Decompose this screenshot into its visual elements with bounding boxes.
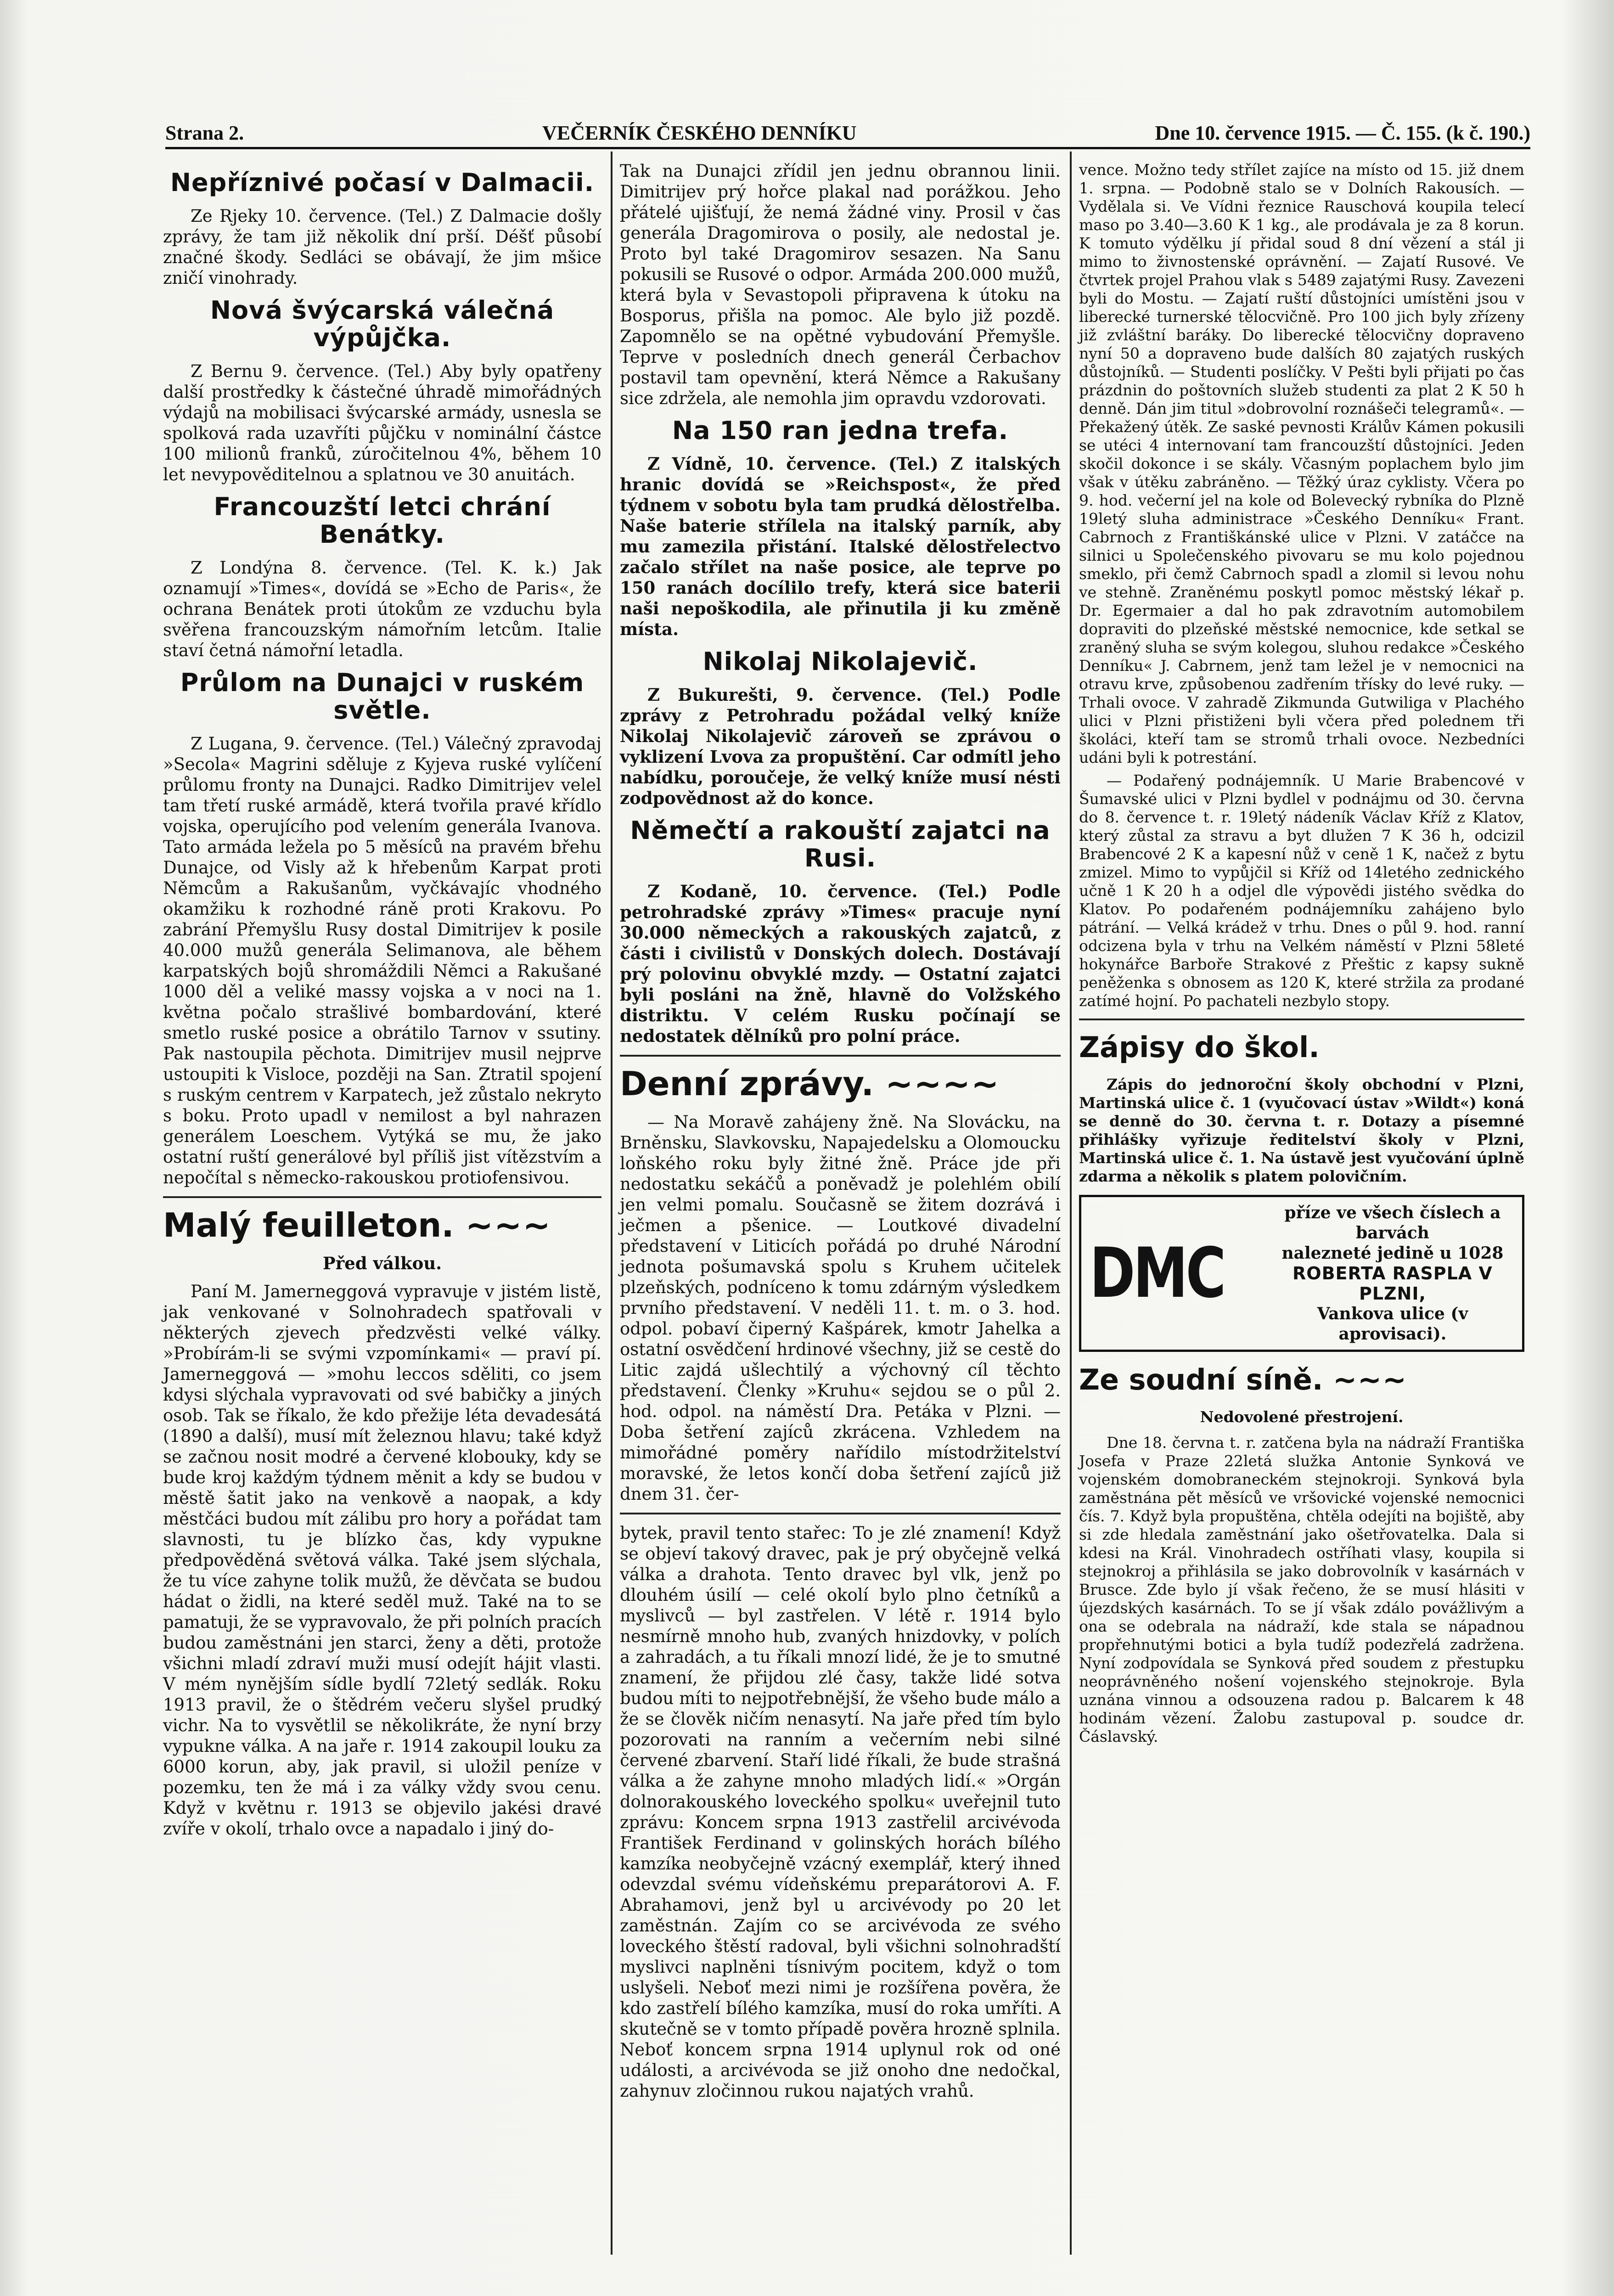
column-divider-2 (1070, 152, 1072, 2255)
feuilleton-title: Malý feuilleton. (163, 1206, 454, 1244)
ornament: ~~~ (465, 1206, 551, 1244)
ad-line: nalezneté jedině u 1028 (1281, 1244, 1504, 1263)
column-3 (1079, 161, 1524, 1750)
feuilleton-continued: bytek, pravil tento stařec: To je zlé znamení! Když se objeví takový dravec, pak je prý obyčejně velká válka a drahota. Tento dravec byl vlk, jenž po dlouhém úsilí — celé okolí bylo plno četníků a myslivců — byl zastřelen. V létě r. 1914 bylo nesmírně mnoho hub, zvaných hnizdovky, v polích a zahradách, a tu říkali mnozí lidé, že je to smutné znamení, že přijdou zlé časy, takže lidé sotva budou míti to nejpotřebnější, že všeho bude málo a že se člověk ničím nenasytí. Na jaře před tím bylo pozorovati na ranním a večerním nebi silné červené zbarvení. Staří lidé říkali, že bude strašná válka a že zahyne mnoho mladých lidí.« »Orgán dolnorakouského loveckého spolku« uveřejnil tuto zprávu: Koncem srpna 1913 zastřelil arcivévoda František Ferdinand v golinských horách bílého kamzíka neobyčejně vzácný exemplář, který ihned odevzdal svému vídeňskému preparátorovi A. F. Abrahamovi, jenž byl u arcivévody po 20 let zaměstnán. Zajím co se arcivévoda ze svého loveckého štěstí radoval, byli všichni solnohradští myslivci naplněni tísnivým pocitem, když o tom uslyšeli. Neboť mezi nimi je rozšířena pověra, že kdo zastřelí bílého kamzíka, musí do roka umříti. A skutečně se v tomto případě pověra hrozně splnila. Neboť koncem srpna 1914 uplynul rok od oné události, a arcivévoda se již onoho dne nedočkal, zahynuv zločinnou rukou najatých vrahů. (620, 1523, 1061, 2101)
article-text: Tak na Dunajci zřídil jen jednu obrannou linii. Dimitrijev prý hořce plakal nad porážkou. Jeho přátelé ujišťují, že nemá žádné viny. Prosil v čas generála Dragomirova o posily, ale nedostal je. Proto byl také Dragomirov sesazen. Na Sanu pokusili se Rusové o odpor. Armáda 200.000 mužů, která byla v Sevastopoli připravena k útoku na Bosporus, přišla na pomoc. Ale bylo již pozdě. Zapomnělo se na opětné vybudování Přemyšle. Teprve v posledních dnech generál Čerbachov postavil tam opevnění, která Němce a Rakušany sice zdržela, ale nemohla jim opravdu vzdorovati. (620, 161, 1061, 408)
feuilleton-subtitle: Před válkou. (322, 1253, 442, 1273)
article-title: Průlom na Dunajci v ruském světle. (180, 668, 585, 725)
article-title: Nová švýcarská válečná výpůjčka. (210, 296, 555, 352)
column-2 (620, 161, 1061, 2106)
news-text: — Na Moravě zahájeny žně. Na Slovácku, na Brněnsku, Slavkovsku, Napajedelsku a Olomoucku loňského roku byly žitné žně. Práce jde při nedostatku sekáčů a poněvadž je polehlém obilí jen velmi pomalu. Současně se žitem dozrává i ječmen a pšenice. — Loutkové divadelní představení v Liticích pořádá po druhé Národní jednota pošumavská spolu s Kruhem učitelek plzeňských, podníceno k tomu zdárným výsledkem prvního představení. V neděli 11. t. m. o 3. hod. odpol. pobaví čiperný Kašpárek, kmotr Jahelka a ostatní osvědčení hrdinové všechny, již se cestě do Litic zajdá ušlechtilý a výchovný cíl těchto představení. Členky »Kruhu« sejdou se o půl 2. hod. odpol. na náměstí Dra. Petáka v Plzni. — Doba šetření zajíců zkrácena. Vzhledem na mimořádné poměry nařídilo místodržitelství moravské, že letos končí doba šetření zajíců již dnem 31. čer- (620, 1112, 1061, 1504)
issue-date: Dne 10. července 1915. — Č. 155. (k č. 190.) (1155, 121, 1530, 144)
article-text: Ze Rjeky 10. července. (Tel.) Z Dalmacie došly zprávy, že tam již několik dní prší. Déšť působí značné škody. Sedláci se obávají, že jim mšice zničí vinohrady. (163, 206, 601, 288)
section-title (1079, 1361, 1524, 1399)
article-title: Nepříznivé počasí v Dalmacii. (170, 168, 595, 197)
ad-text (1271, 1203, 1514, 1344)
section-title (163, 1206, 601, 1244)
page-number: Strana 2. (165, 121, 244, 144)
section-rule (163, 1196, 601, 1198)
article-text: Z Kodaně, 10. července. (Tel.) Podle petrohradské zprávy »Times« pracuje nyní 30.000 německých a rakouských zajatců, z části i civilistů v Donských dolech. Dostávají prý polovinu obvyklé mzdy. — Ostatní zajatci byli posláni na žně, hlavně do Volžského distriktu. V celém Rusku počínají se nedostatek dělníků pro polní práce. (620, 881, 1061, 1046)
ad-line: Vankova ulice (v aprovisaci). (1317, 1304, 1468, 1344)
section-rule (1079, 1019, 1524, 1020)
ornament: ~~~ (1333, 1363, 1407, 1396)
ad-line: příze ve všech číslech a barvách (1284, 1203, 1501, 1243)
section-title (620, 1065, 1061, 1103)
court-subtitle: Nedovolené přestrojení. (1200, 1408, 1404, 1426)
article-title: Nikolaj Nikolajevič. (703, 647, 978, 676)
section-title (1079, 1029, 1524, 1066)
court-text: Dne 18. června t. r. zatčena byla na nádraží Františka Josefa v Praze 22letá služka Antonie Synková ve vojenském domobraneckém stejnokroji. Synková byla zaměstnána pět měsíců ve vršovické vojenské nemocnici čís. 7. Když byla propuštěna, chtěla odejíti na bojiště, aby si zde hledala zaměstnání jako ošetřovatelka. Dala si kdesi na Král. Vinohradech ostříhati vlasy, koupila si stejnokroj a přihlásila se jako dobrovolník v kasárnách v Brusce. Zde bylo jí však řečeno, že se musí hlásiti v újezdských kasárnách. To se jí však zdálo povážlivým a ona se odebrala na nádraží, kde stala se nápadnou propřehnutými botici a byla tudíž podezřelá zadržena. Nyní zodpovídala se Synková před soudem z přestupku neoprávněného nošení vojenského stejnokroje. Byla uznána vinnou a odsouzena radou p. Balcarem k 48 hodinám vězení. Žalobu zastupoval p. soudce dr. Čáslavský. (1079, 1434, 1524, 1745)
article-title: Francouzští letci chrání Benátky. (214, 492, 551, 549)
ornament: ~~~~ (885, 1064, 1000, 1103)
column-divider-1 (611, 152, 613, 2255)
article-title: Na 150 ran jedna trefa. (672, 416, 1009, 445)
page-header (165, 118, 1530, 149)
article-text: Z Londýna 8. července. (Tel. K. k.) Jak oznamují »Times«, dovídá se »Echo de Paris«, že ochrana Benátek proti útokům ze vzduchu byla svěřena francouzským námořním letcům. Italie staví četná námořní letadla. (163, 558, 601, 660)
article-text: Z Bukurešti, 9. července. (Tel.) Podle zprávy z Petrohradu požádal velký kníže Nikolaj Nikolajevič zároveň se zprávou o vyklizení Lvova za propuštění. Car odmítl jeho nabídku, poroučeje, že velký kníže musí nésti zodpovědnost až do konce. (620, 685, 1061, 808)
advertisement (1079, 1195, 1524, 1352)
article-text: Z Lugana, 9. července. (Tel.) Válečný zpravodaj »Secola« Magrini sděluje z Kyjeva ruské vylíčení průlomu fronty na Dunajci. Radko Dimitrijev velel tam třetí ruské armádě, která tvořila pravé křídlo vojska, operujícího pod velením generála Ivanova. Tato armáda ležela po 5 měsíců na pravém břehu Dunajce, od Visly až k hřebenům Karpat proti Němcům a Rakušanům, vyčkávajíc vhodného okamžiku k rozhodné ráně proti Krakovu. Po zabrání Přemyšlu Rusy dostal Dimitrijev k posile 40.000 mužů generála Selimanova, ale během karpatských bojů shromáždili Němci a Rakušané 1000 děl a veliké massy vojska a v noci na 1. května počalo strašlivé bombardování, které smetlo ruské posice a obrátilo Tarnov v ssutiny. Pak nastoupila pěchota. Dimitrijev musil nejprve ustoupiti k Visloce, později na San. Ztratil spojení s ruským centrem v Karpatech, jež zůstalo nekryto s boku. Proto upadl v nemilost a byl nahrazen generálem Loeschem. Vytýká se mu, že jako ostatní ruští generálové byl příliš jist vítězstvím a nepočítal s německo-rakouskou protiofensivou. (163, 734, 601, 1187)
article-text: Z Bernu 9. července. (Tel.) Aby byly opatřeny další prostředky k částečné úhradě mimořádných výdajů na mobilisaci švýcarské armády, usnesla se spolková rada uzavříti půjčku v nominální částce 100 milionů franků, zúročitelnou 4%, během 10 let nevypověditelnou a splatnou ve 30 anuitách. (163, 361, 601, 484)
news-text: vence. Možno tedy střílet zajíce na místo od 15. již dnem 1. srpna. — Podobně stalo se v Dolních Rakousích. — Vydělala si. Ve Vídni řeznice Rauschová koupila telecí maso po 3.40—3.60 K 1 kg., ale prodávala je za 8 korun. K tomuto výdělku jí přidal soud 8 dní vězení a stál ji mimo to živnostenské oprávnění. — Zajatí Rusové. Ve čtvrtek projel Prahou vlak s 5489 zajatými Rusy. Zavezeni byli do Mostu. — Zajatí ruští důstojníci umístěni jsou v liberecké turnerské tělocvičně. Pro 100 jich byly zřízeny již zvláštní baráky. Do liberecké tělocvičny dopraveno nyní 50 a dopraveno bude dalších 80 zajatých ruských důstojníků. — Studenti poslíčky. V Pešti byli přijati po čas prázdnin do poštovních služeb studenti za plat 2 K 50 h denně. Dán jim titul »dobrovolní roznášeči telegramů«. — Překažený útěk. Ze saské pevnosti Králův Kámen pokusili se utéci 4 internovaní tam francouzští důstojníci. Jeden skočil dokonce i se skály. Včasným poplachem bylo jim však v útěku zabráněno. — Těžký úraz cyklisty. Včera po 9. hod. večerní jel na kole od Bolevecký rybníka do Plzně 19letý sluha administrace »Českého Denníku« Frant. Cabrnoch z Františkánské ulice v Plzni. V zatáčce na silnici u Společenského pivovaru se mu kolo pojednou smeklo, při čemž Cabrnoch spadl a zlomil si levou nohu ve stehně. Zraněnému poskytl pomoc městský lékař p. Dr. Egermaier a dal ho pak zdravotním automobilem dopraviti do plzeňské městské nemocnice, kde setkal se zraněný sluha se svým kolegou, sluhou redakce »Českého Denníku« J. Cabrnem, jenž tam ležel je v nemocnici na otravu krve, způsobenou zadřením třísky do levé ruky. — Trhali ovoce. V zahradě Zikmunda Gutwiliga v Plachého ulici v Plzni přistiženi byli včera před polednem tři školáci, kteří tam se stromů trhali ovoce. Nezbedníci udáni byli k potrestání. (1079, 161, 1524, 766)
article-text: Z Vídně, 10. července. (Tel.) Z italských hranic dovídá se »Reichspost«, že před týdnem v sobotu byla tam prudká dělostřelba. Naše baterie střílela na italský parník, aby mu zamezila přistání. Italské dělostřelectvo začalo střílet na naše posice, ale teprve po 150 ranách docílilo trefy, která sice baterii naši nepoškodila, ale přinutila ji ku změně místa. (620, 454, 1061, 639)
article-title: Němečtí a rakouští zajatci na Rusi. (630, 816, 1051, 872)
news-text: — Podařený podnájemník. U Marie Brabencové v Šumavské ulici v Plzni bydlel v podnájmu od 30. června do 8. července t. r. 19letý nádeník Václav Kříž z Klatov, který zůstal za stravu a byt dlužen 7 K 36 h, odcizil Brabencové 2 K a kapesní nůž v ceně 1 K, načež z bytu zmizel. Mimo to vypůjčil si Kříž od 14letého zednického učně 1 K 20 h a odjel dle výpovědi jistého svědka do Klatov. Po podařeném podnájemníku zahájeno bylo pátrání. — Velká krádež v trhu. Dnes o půl 9. hod. ranní odcizena byla v trhu na Velkém náměstí v Plzni 58leté hokynářce Barboře Strakové z Přeštic z kapsy sukně peněženka s obnosem as 120 K, které stržila za prodané zatímé hojní. Po pachateli nezbylo stopy. (1079, 771, 1524, 1010)
ad-line: ROBERTA RASPLA V PLZNI, (1293, 1263, 1493, 1304)
soud-title: Ze soudní síně. (1079, 1363, 1323, 1396)
feuilleton-text: Paní M. Jamerneggová vypravuje v jistém listě, jak venkované v Solnohradech spatřovali v některých zjevech předzvěsti velké války. »Probírám-li se svými vzpomínkami« — praví pí. Jamerneggová — »mohu leccos sděliti, co jsem kdysi slýchala vypravovati od své babičky a jiných osob. Tak se říkalo, že kdo přežije léta devadesátá (1890 a další), musí mít železnou hlavu; také když se začnou nosit modré a červené klobouky, kdy se bude kroj každým týdnem měnit a kdy se budou v městě šatit jako na venkově a naopak, a kdy městčáci budou mít zálibu pro hory a pořádat tam slavnosti, tu je blízko čas, kdy vypukne předpověděná světová válka. Také jsem slýchala, že tu více zahyne tolik mužů, že děvčata se budou hádat o židli, na které seděl muž. Také na to se pamatuji, že se vypravovalo, že při polních pracích budou zaměstnáni jen starci, ženy a děti, protože všichni mladí zdraví muži musí odejít hájit vlasti. V mém nynějším sídle bydlí 72letý sedlák. Roku 1913 pravil, že o štědrém večeru slyšel prudký vichr. Na to vysvětlil se několikráte, že nyní brzy vypukne válka. A na jaře r. 1914 zakoupil louku za 6000 korun, aby, jak pravil, si uložil peníze v pozemku, ten že má i za války vždy svou cenu. Když v květnu r. 1913 se objevilo jakési dravé zvíře v okolí, trhalo ovce a napadalo i jiný do- (163, 1282, 601, 1839)
school-notice: Zápis do jednoroční školy obchodní v Plzni, Martinská ulice č. 1 (vyučovací ústav »Wildt«) koná se denně do 30. června t. r. Dotazy a písemné přihlášky vyřizuje ředitelství školy v Plzni, Martinská ulice č. 1. Na ústavě jest vyučování úplně zdarma a několik s platem polovičním. (1079, 1075, 1524, 1185)
column-1 (163, 161, 601, 1844)
zapisy-title: Zápisy do škol. (1079, 1030, 1320, 1064)
section-rule (620, 1055, 1061, 1057)
denni-title: Denní zprávy. (620, 1064, 874, 1103)
masthead: VEČERNÍK ČESKÉHO DENNÍKU (542, 121, 857, 144)
dmc-logo: DMC (1090, 1233, 1224, 1313)
section-rule (620, 1513, 1061, 1514)
